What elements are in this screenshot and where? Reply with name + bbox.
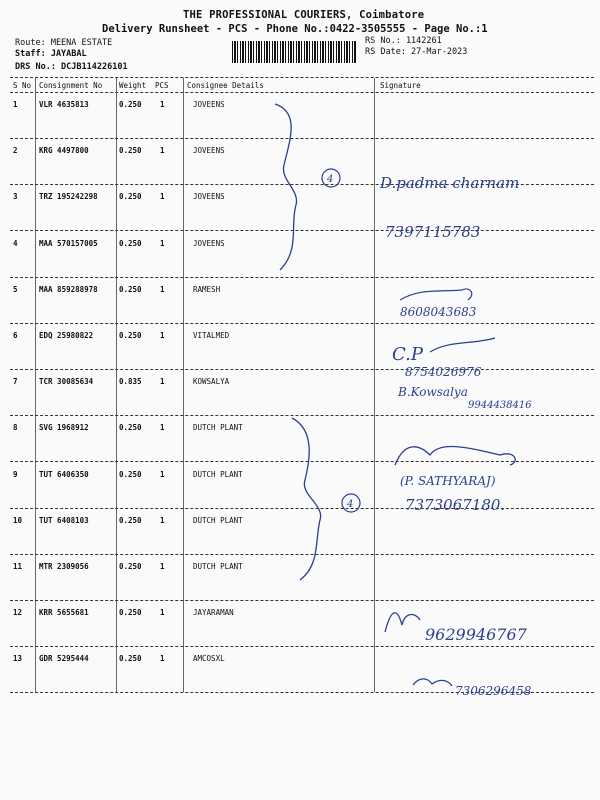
signature-5-scribble — [395, 446, 515, 465]
cell-weight: 0.250 — [119, 192, 142, 201]
signature-3-phone: 8754026976 — [405, 365, 482, 379]
col-header-signature: Signature — [380, 81, 421, 90]
cell-weight: 0.250 — [119, 239, 142, 248]
count-2: 4 — [347, 499, 354, 510]
runsheet-subtitle: Delivery Runsheet - PCS - Phone No.:0422-3505555 - Page No.:1 — [102, 23, 488, 35]
cell-sno: 10 — [13, 516, 23, 525]
cell-weight: 0.250 — [119, 423, 142, 432]
cell-consignee: KOWSALYA — [193, 377, 230, 386]
cell-consignment: KRR 5655681 — [39, 608, 89, 617]
cell-consignee: DUTCH PLANT — [193, 562, 243, 571]
cell-weight: 0.250 — [119, 285, 142, 294]
cell-weight: 0.835 — [119, 377, 142, 386]
cell-pcs: 1 — [160, 285, 165, 294]
signature-5-phone: 7373067180. — [405, 496, 506, 514]
cell-consignee: JAYARAMAN — [193, 608, 234, 617]
cell-pcs: 1 — [160, 516, 165, 525]
signature-7-scribble — [413, 679, 452, 686]
signature-1-name: D.padma charnam — [380, 174, 520, 192]
signature-1-phone: 7397115783 — [385, 223, 481, 241]
cell-consignee: JOVEENS — [193, 239, 225, 248]
cell-weight: 0.250 — [119, 146, 142, 155]
cell-consignee: AMCOSXL — [193, 654, 225, 663]
cell-consignment: KRG 4497800 — [39, 146, 89, 155]
cell-pcs: 1 — [160, 146, 165, 155]
cell-weight: 0.250 — [119, 654, 142, 663]
drs-label: DRS No.: DCJB114226101 — [15, 62, 128, 72]
cell-sno: 2 — [13, 146, 18, 155]
signature-4-phone: 9944438416 — [468, 400, 532, 411]
cell-consignee: RAMESH — [193, 285, 221, 294]
company-title: THE PROFESSIONAL COURIERS, Coimbatore — [183, 9, 425, 21]
cell-consignment: TUT 6406350 — [39, 470, 89, 479]
cell-consignment: EDQ 25980822 — [39, 331, 94, 340]
cell-weight: 0.250 — [119, 331, 142, 340]
signature-3-name: C.P — [392, 344, 423, 365]
cell-consignment: SVG 1968912 — [39, 423, 89, 432]
cell-weight: 0.250 — [119, 562, 142, 571]
cell-sno: 3 — [13, 192, 18, 201]
cell-pcs: 1 — [160, 562, 165, 571]
signature-3-scribble — [430, 338, 495, 352]
cell-consignment: TRZ 195242298 — [39, 192, 98, 201]
cell-pcs: 1 — [160, 423, 165, 432]
cell-pcs: 1 — [160, 100, 165, 109]
cell-sno: 6 — [13, 331, 18, 340]
cell-consignment: MAA 859288978 — [39, 285, 98, 294]
col-header-consignment: Consignment No — [39, 81, 103, 90]
cell-consignment: MTR 2309056 — [39, 562, 89, 571]
bracket-mark — [292, 418, 321, 580]
cell-sno: 12 — [13, 608, 23, 617]
bracket-mark — [275, 104, 297, 270]
col-header-weight: Weight — [119, 81, 147, 90]
cell-weight: 0.250 — [119, 516, 142, 525]
col-header-pcs: PCS — [155, 81, 169, 90]
signature-6-scribble — [385, 613, 420, 632]
col-header-sno: S No — [13, 81, 32, 90]
cell-sno: 9 — [13, 470, 18, 479]
cell-consignee: JOVEENS — [193, 192, 225, 201]
cell-sno: 7 — [13, 377, 18, 386]
cell-weight: 0.250 — [119, 608, 142, 617]
cell-consignment: GDR 5295444 — [39, 654, 89, 663]
cell-sno: 8 — [13, 423, 18, 432]
cell-pcs: 1 — [160, 192, 165, 201]
cell-weight: 0.250 — [119, 100, 142, 109]
cell-pcs: 1 — [160, 608, 165, 617]
rs-date: RS Date: 27-Mar-2023 — [365, 47, 468, 57]
cell-pcs: 1 — [160, 331, 165, 340]
cell-pcs: 1 — [160, 239, 165, 248]
cell-consignee: DUTCH PLANT — [193, 423, 243, 432]
signature-2-scribble — [400, 289, 472, 300]
cell-consignee: JOVEENS — [193, 100, 225, 109]
cell-sno: 1 — [13, 100, 18, 109]
signature-5-name: (P. SATHYARAJ) — [400, 474, 496, 488]
cell-consignment: MAA 570157005 — [39, 239, 98, 248]
rs-number: RS No.: 1142261 — [365, 36, 442, 46]
count-1: 4 — [327, 174, 334, 185]
signature-6-phone: 9629946767 — [425, 625, 527, 644]
cell-consignment: TCR 30085634 — [39, 377, 94, 386]
cell-consignment: TUT 6408103 — [39, 516, 89, 525]
signature-4-name: B.Kowsalya — [398, 385, 468, 399]
cell-sno: 13 — [13, 654, 23, 663]
cell-sno: 4 — [13, 239, 18, 248]
cell-consignee: DUTCH PLANT — [193, 470, 243, 479]
cell-pcs: 1 — [160, 654, 165, 663]
cell-weight: 0.250 — [119, 470, 142, 479]
cell-pcs: 1 — [160, 377, 165, 386]
col-header-consignee: Consignee Details — [187, 81, 264, 90]
route-label: Route: MEENA ESTATE — [15, 38, 113, 48]
staff-label: Staff: JAYABAL — [15, 49, 87, 59]
cell-consignment: VLR 4635813 — [39, 100, 89, 109]
signature-7-phone: 7306296458 — [455, 684, 532, 698]
cell-pcs: 1 — [160, 470, 165, 479]
cell-sno: 5 — [13, 285, 18, 294]
signature-2-phone: 8608043683 — [400, 305, 477, 319]
cell-consignee: DUTCH PLANT — [193, 516, 243, 525]
cell-consignee: JOVEENS — [193, 146, 225, 155]
cell-sno: 11 — [13, 562, 23, 571]
cell-consignee: VITALMED — [193, 331, 230, 340]
